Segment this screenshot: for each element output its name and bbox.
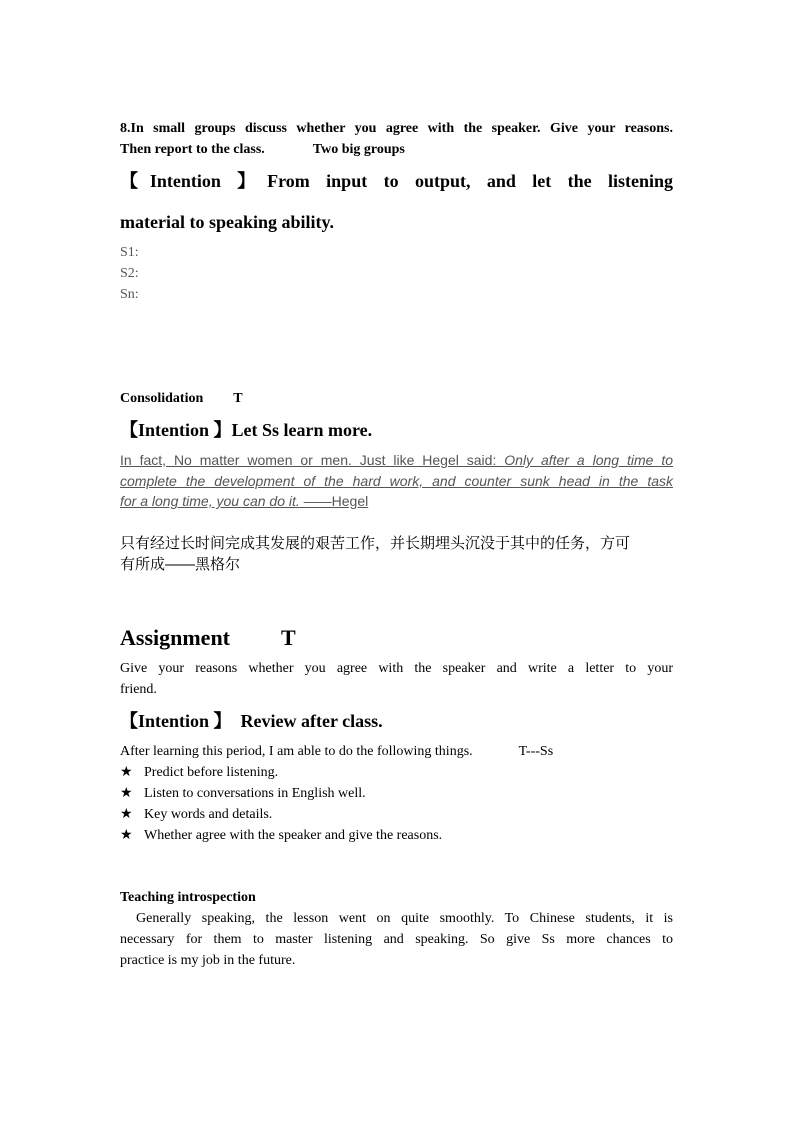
- assignment-text: [120, 658, 673, 700]
- after-learning: [120, 741, 673, 762]
- star-icon: ★: [120, 764, 133, 780]
- student-sn: Sn:: [120, 287, 139, 302]
- q8-line2: [120, 139, 673, 160]
- student-s2: S2:: [120, 266, 139, 281]
- quote-line2: complete the development of the hard work, and counter sunk head in the task: [120, 472, 673, 489]
- q8-grouping: Two big groups: [312, 142, 405, 157]
- introspection-text: [120, 908, 673, 971]
- student-list: [120, 242, 673, 305]
- checklist-item: ★ Whether agree with the speaker and give the reasons.: [120, 825, 673, 846]
- checklist-item: ★ Listen to conversations in English well.: [120, 783, 673, 804]
- star-icon: ★: [120, 827, 133, 843]
- intention2: 【Intention 】Let Ss learn more.: [120, 420, 373, 440]
- assignment-heading: [120, 624, 673, 652]
- after-learning-roles: T---Ss: [518, 744, 554, 759]
- intention1-line1: 【Intention 】From input to output, and let the listening: [120, 171, 673, 191]
- checklist-item: ★ Key words and details.: [120, 804, 673, 825]
- assignment-line2: friend.: [120, 682, 157, 697]
- q8-instruction: Then report to the class.: [120, 142, 265, 157]
- introspection-line2: necessary for them to master listening and speaking. So give Ss more chances to: [120, 932, 673, 947]
- intention3-bracket: 【Intention 】: [120, 711, 232, 731]
- hegel-quote: [120, 450, 673, 512]
- introspection-title: Teaching introspection: [120, 890, 256, 905]
- chinese-quote: [120, 533, 673, 575]
- after-learning-text: After learning this period, I am able to do the following things.: [120, 744, 473, 759]
- student-s1: S1:: [120, 245, 139, 260]
- assignment-line1: Give your reasons whether you agree with the speaker and write a letter to your: [120, 661, 673, 676]
- star-icon: ★: [120, 785, 133, 801]
- assignment-title: Assignment: [120, 625, 231, 650]
- consolidation-teacher: T: [233, 391, 243, 406]
- chinese-line2: 有所成——黑格尔: [120, 556, 241, 573]
- quote-line1: In fact, No matter women or men. Just like Hegel said: Only after a long time to: [120, 452, 673, 468]
- checklist: [120, 762, 673, 846]
- intention3-text: Review after class.: [240, 711, 383, 731]
- quote-line3: for a long time, you can do it. ——Hegel: [120, 493, 369, 509]
- introspection-line1: Generally speaking, the lesson went on quite smoothly. To Chinese students, it is: [136, 911, 673, 926]
- assignment-teacher: T: [281, 625, 296, 650]
- intention3: [120, 710, 673, 732]
- consolidation-label: Consolidation: [120, 391, 204, 406]
- intention1-line2: material to speaking ability.: [120, 212, 335, 232]
- chinese-line1: 只有经过长时间完成其发展的艰苦工作，并长期埋头沉没于其中的任务，方可: [120, 535, 631, 552]
- introspection-line3: practice is my job in the future.: [120, 953, 296, 968]
- consolidation-heading: [120, 388, 673, 409]
- checklist-item: ★ Predict before listening.: [120, 762, 673, 783]
- q8-line1: 8.In small groups discuss whether you agree with the speaker. Give your reasons.: [120, 121, 673, 136]
- star-icon: ★: [120, 806, 133, 822]
